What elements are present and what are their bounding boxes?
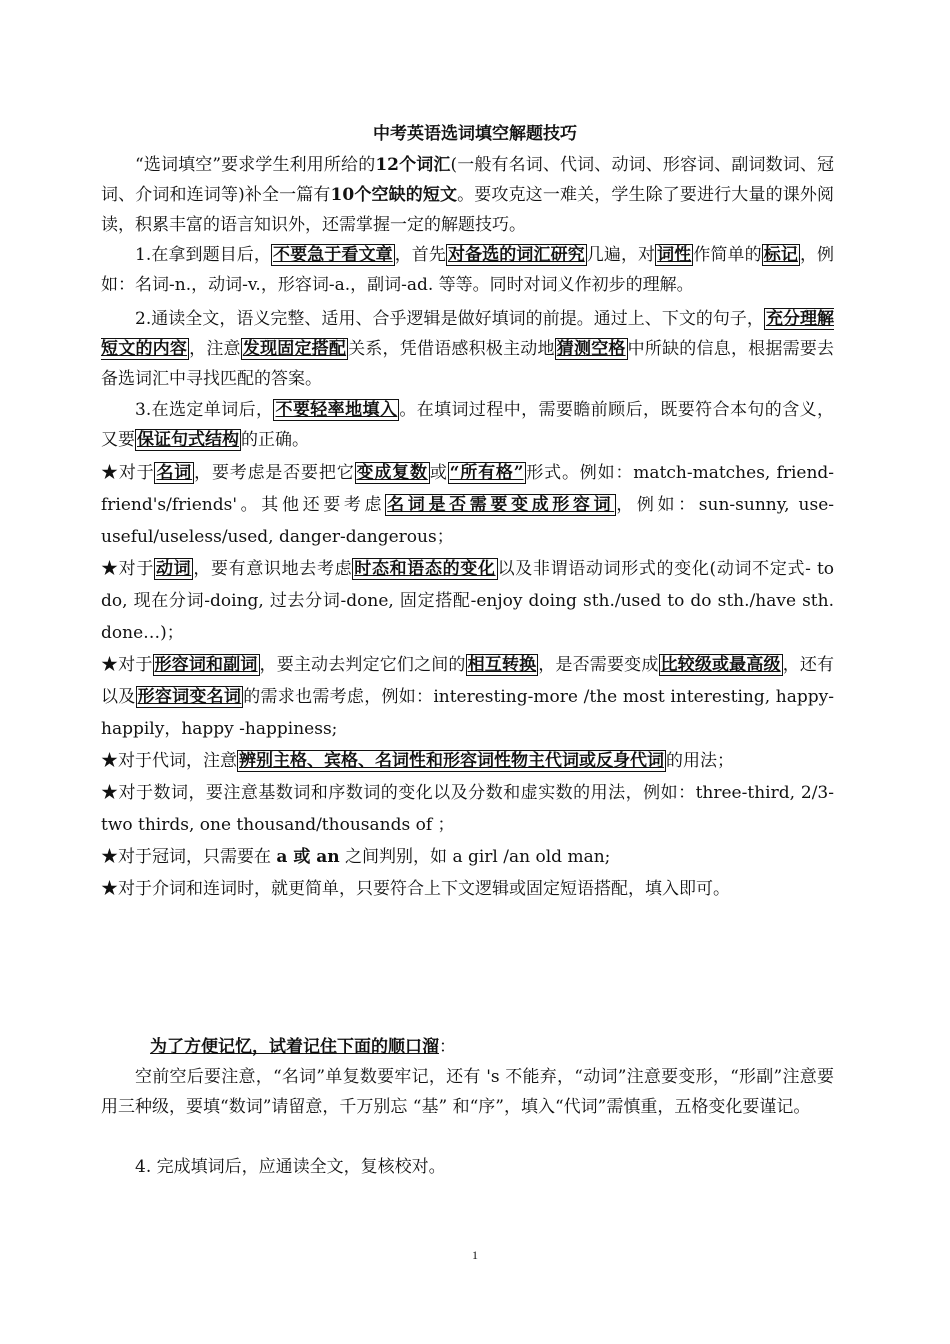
step1-paragraph (101, 240, 834, 300)
step2-paragraph (101, 304, 834, 394)
pronoun-paragraph (101, 745, 834, 777)
verb-text-3: 以及非谓语动词形式的变化(动词不定式- to do, 现在分词-doing, 过去分词-done, 固定搭配-enjoy doing sth./used to do sth./have sth. done…)； (101, 559, 835, 643)
step3-key-2: 保证句式结构 (137, 430, 239, 450)
noun-text-5: ，例如：sun-sunny, use-useful/useless/used, danger-dangerous； (101, 495, 834, 547)
step1-text-3: 几遍，对 (586, 245, 656, 265)
intro-bold-12-words: 12个词汇 (375, 155, 451, 175)
article-text-1: ★对于冠词，只需要在 (101, 847, 277, 867)
noun-key-1: 名词 (156, 463, 193, 483)
noun-paragraph (101, 457, 834, 553)
noun-key-2: 变成复数 (356, 463, 428, 483)
noun-text-3: 或 (429, 463, 448, 483)
verb-text-2: ，要有意识地去考虑 (193, 559, 353, 579)
article-bold-a-an: a 或 an (276, 847, 340, 867)
adj-text-4: ，还有以及 (101, 655, 835, 707)
step3-text-1: 3.在选定单词后， (135, 400, 274, 420)
preposition-paragraph (101, 873, 834, 905)
verb-text-1: ★对于 (101, 559, 154, 579)
step3-key-1: 不要轻率地填入 (275, 400, 398, 420)
adj-key-4: 形容词变名词 (137, 687, 242, 707)
preposition-text-1: ★对于介词和连词时，就更简单，只要符合上下文逻辑或固定短语搭配，填入即可。 (101, 879, 730, 899)
noun-key-4: 名词是否需要变成形容词 (387, 495, 615, 515)
article-text-2: 之间判别，如 a girl /an old man; (339, 847, 611, 867)
rhyme-title: 为了方便记忆，试着记住下面的顺口溜 (150, 1037, 439, 1057)
step2-key-3: 猜测空格 (556, 339, 626, 359)
adj-text-3: ，是否需要变成 (538, 655, 659, 675)
adj-paragraph (101, 649, 834, 745)
intro-text-1: “选词填空”要求学生利用所给的 (135, 155, 376, 175)
intro-text-2: (一般有名词、代词、动词、形容词、副词数词、冠词、介词和连词等)补全一篇有 (101, 155, 834, 205)
intro-paragraph (101, 150, 834, 240)
numeral-text-1: ★对于数词，要注意基数词和序数词的变化以及分数和虚实数的用法，例如：three-third, 2/3-two thirds, one thousand/thousands of ； (101, 783, 834, 835)
step2-key-1: 充分理解短文的内容 (101, 309, 835, 359)
noun-text-1: ★对于 (101, 463, 155, 483)
step3-paragraph (101, 395, 834, 455)
step1-key-1: 不要急于看文章 (273, 245, 393, 265)
rhyme-heading (150, 1032, 834, 1062)
step1-text-4: 作简单的 (693, 245, 762, 265)
adj-key-1: 形容词和副词 (154, 655, 258, 675)
noun-text-4: 形式。例如：match-matches, friend-friend's/friends'。其他还要考虑 (101, 463, 835, 515)
step1-text-1: 1.在拿到题目后， (135, 245, 271, 265)
step4-text-1: 4. 完成填词后，应通读全文，复核校对。 (135, 1157, 446, 1177)
pronoun-text-1: ★对于代词，注意 (101, 751, 237, 771)
page-title: 中考英语选词填空解题技巧 (373, 124, 577, 144)
verb-paragraph (101, 553, 834, 649)
step1-key-3: 词性 (657, 245, 692, 265)
numeral-paragraph (101, 777, 834, 841)
verb-key-2: 时态和语态的变化 (354, 559, 496, 579)
intro-bold-10-blanks: 10个空缺的短文 (330, 185, 458, 205)
step2-key-2: 发现固定搭配 (242, 339, 347, 359)
adj-key-2: 相互转换 (467, 655, 537, 675)
noun-key-3: “所有格” (449, 463, 524, 483)
step3-text-2: 。在填词过程中，需要瞻前顾后，既要符合本句的含义，又要 (101, 400, 835, 450)
adj-text-2: ，要主动去判定它们之间的 (259, 655, 466, 675)
intro-text-3: 。要攻克这一难关，学生除了要进行大量的课外阅读，积累丰富的语言知识外，还需掌握一定的解题技巧。 (101, 185, 834, 235)
verb-key-1: 动词 (156, 559, 192, 579)
adj-key-3: 比较级或最高级 (660, 655, 781, 675)
step1-key-4: 标记 (763, 245, 798, 265)
adj-text-5: 的需求也需考虑，例如：interesting-more /the most interesting, happy-happily，happy -happiness; (101, 687, 835, 739)
step1-key-2: 对备选的词汇研究 (447, 245, 585, 265)
step2-text-2: ，注意 (189, 339, 241, 359)
step2-text-4: 中所缺的信息，根据需要去备选词汇中寻找匹配的答案。 (101, 339, 835, 389)
page-number: 1 (472, 1248, 478, 1262)
rhyme-colon: ： (439, 1037, 456, 1057)
pronoun-text-2: 的用法； (666, 751, 734, 771)
rhyme-body: 空前空后要注意，“名词”单复数要牢记，还有 's 不能弃，“动词”注意要变形，“形副”注意要用三种级，要填“数词”请留意，千万别忘 “基” 和“序”，填入“代词”需慎重，五格变化要谨记。 (101, 1067, 834, 1117)
pronoun-key-1: 辨别主格、宾格、名词性和形容词性物主代词或反身代词 (239, 751, 664, 771)
step4-paragraph (101, 1152, 834, 1182)
step2-text-3: 关系，凭借语感积极主动地 (348, 339, 555, 359)
step1-text-5: ，例如：名词-n.，动词-v.，形容词-a.，副词-ad. 等等。同时对词义作初步的理解。 (101, 245, 835, 295)
step3-text-3: 的正确。 (241, 430, 309, 450)
article-paragraph (101, 841, 834, 873)
noun-text-2: ，要考虑是否要把它 (194, 463, 355, 483)
step1-text-2: ，首先 (394, 245, 446, 265)
rhyme-paragraph (101, 1062, 834, 1122)
adj-text-1: ★对于 (101, 655, 153, 675)
step2-text-1: 2.通读全文，语义完整、适用、合乎逻辑是做好填词的前提。通过上、下文的句子， (135, 309, 764, 329)
